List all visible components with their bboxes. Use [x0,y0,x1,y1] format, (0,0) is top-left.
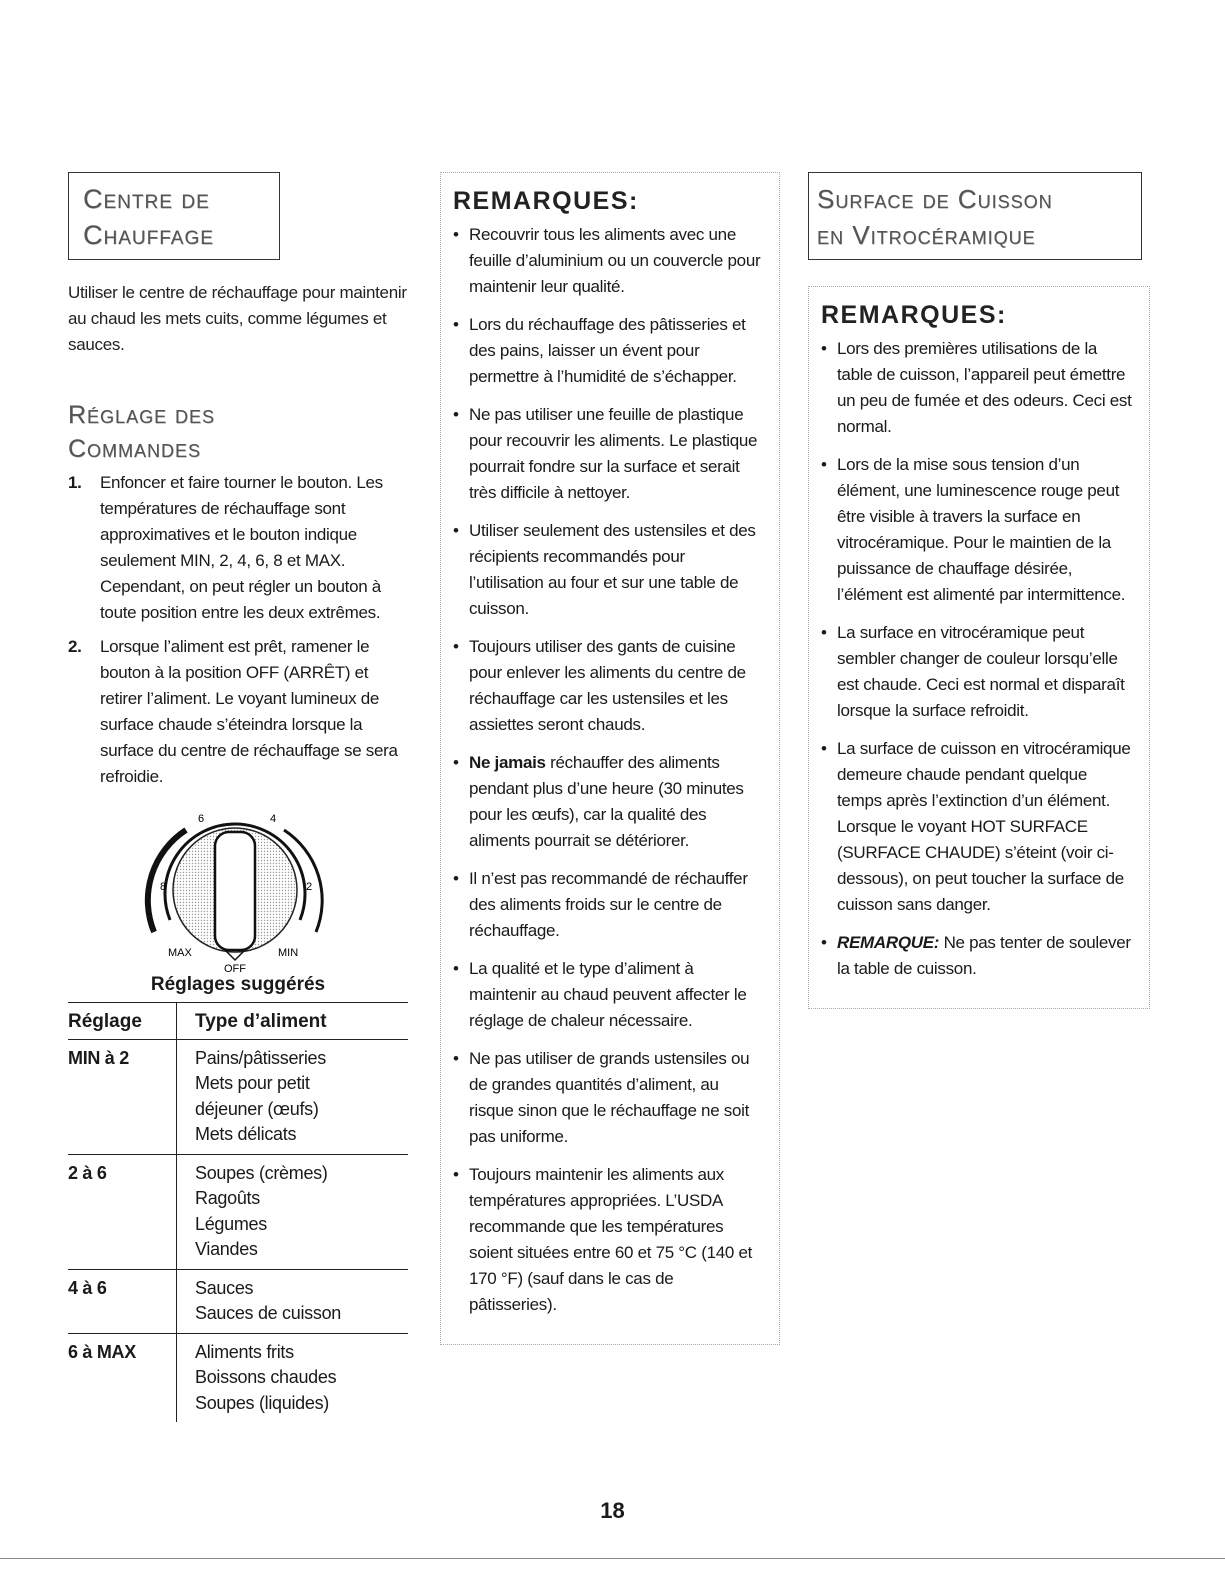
note-item [819,620,1133,724]
note-item [451,1162,763,1318]
suggested-settings-table [68,1002,408,1422]
food-item: Sauces [195,1277,254,1298]
knob-label-4: 4 [270,813,277,825]
left-column [68,172,410,1422]
section-title-surface-de-cuisson [808,172,1142,260]
foods-cell [177,1269,409,1333]
subheading-line: Commandes [68,435,202,463]
note-item [819,336,1133,440]
step-item [68,634,410,790]
note-text: Ne pas tenter de soulever la table de cuisson. [837,933,1131,978]
food-item: Soupes (liquides) [195,1392,329,1413]
note-emphasis: REMARQUE: [837,933,940,952]
food-item: Viandes [195,1239,258,1259]
remarques-heading: REMARQUES: [453,187,639,215]
title-line: Surface de Cuisson [817,184,1053,214]
remarques-box-vitroceramique [808,286,1150,1009]
step-text: Enfoncer et faire tourner le bouton. Les températures de réchauffage sont approximatives et le bouton indique seulement MIN, 2, 4, 6, 8 et MAX. Cependant, on peut régler un bouton à toute position entre les deux extrêmes. [100,473,383,622]
note-item [451,222,763,300]
right-column [808,172,1150,1009]
food-item: Mets pour petit [195,1073,310,1093]
column-header-reglage: Réglage [68,1003,177,1040]
step-number: 2. [68,637,82,656]
note-item [451,1046,763,1150]
note-item [451,312,763,390]
table-header-row [68,1003,408,1040]
note-text: Ne pas utiliser une feuille de plastique pour recouvrir les aliments. Le plastique pourrait fondre sur la surface et serait très difficile à nettoyer. [469,405,758,502]
knob-label-max: MAX [168,947,192,959]
table-title: Réglages suggérés [150,974,326,995]
bottom-rule [0,1558,1225,1559]
note-text: Utiliser seulement des ustensiles et des récipients recommandés pour l’utilisation au four et sur une table de cuisson. [469,521,756,618]
step-number: 1. [68,473,82,492]
food-item: Mets délicats [195,1124,297,1144]
section-title-centre-de-chauffage [68,172,280,260]
note-item [819,452,1133,608]
note-text: Lors du réchauffage des pâtisseries et des pains, laisser un évent pour permettre à l’humidité de s’échapper. [469,315,746,386]
note-text: Lors de la mise sous tension d’un élément, une luminescence rouge peut être visible à travers la surface en vitrocéramique. Pour le maintien de la puissance de chauffage désirée, l’élément est alimenté par intermittence. [837,455,1126,604]
note-item [451,402,763,506]
subheading-line: Réglage des [68,401,216,429]
note-text: Toujours maintenir les aliments aux températures appropriées. L’USDA recommande que les températures soient situées entre 60 et 75 °C (140 et 170 °F) (sauf dans le cas de pâtisseries). [469,1165,753,1314]
note-text: Ne pas utiliser de grands ustensiles ou de grandes quantités d’aliment, au risque sinon que le réchauffage ne soit pas uniforme. [469,1049,750,1146]
table-row [68,1333,408,1422]
foods-cell [177,1154,409,1269]
knob-label-8: 8 [160,881,167,893]
foods-cell [177,1039,409,1154]
remarques-heading: REMARQUES: [821,301,1007,329]
note-item [819,736,1133,918]
note-item [451,866,763,944]
food-item: Soupes (crèmes) [195,1162,328,1183]
note-item [451,518,763,622]
foods-cell [177,1333,409,1422]
setting-cell: 2 à 6 [68,1154,177,1269]
note-text: Lors des premières utilisations de la table de cuisson, l’appareil peut émettre un peu de fumée et des odeurs. Ceci est normal. [837,339,1132,436]
intro-paragraph: Utiliser le centre de réchauffage pour maintenir au chaud les mets cuits, comme légumes et sauces. [68,283,407,354]
steps-list [68,470,410,790]
food-item: Aliments frits [195,1341,294,1362]
column-header-type-aliment: Type d’aliment [177,1003,409,1040]
food-item: déjeuner (œufs) [195,1098,319,1119]
note-emphasis: Ne jamais [469,753,546,772]
control-knob-diagram [140,802,330,972]
setting-cell: 4 à 6 [68,1269,177,1333]
note-text: La surface de cuisson en vitrocéramique demeure chaude pendant quelque temps après l’extinction d’un élément. Lorsque le voyant HOT SURFACE (SURFACE CHAUDE) s’éteint (voir ci-dessous), on peut toucher la surface de cuisson sans danger. [837,739,1131,914]
note-item [451,750,763,854]
food-item: Boissons chaudes [195,1367,337,1387]
middle-column [440,172,780,1345]
food-item: Ragoûts [195,1188,260,1208]
page-number: 18 [600,1498,625,1523]
note-text: Il n’est pas recommandé de réchauffer des aliments froids sur le centre de réchauffage. [469,869,748,940]
knob-label-2: 2 [306,881,313,893]
table-row [68,1039,408,1154]
table-row [68,1269,408,1333]
note-item [451,956,763,1034]
title-line: Chauffage [83,220,214,250]
food-item: Sauces de cuisson [195,1303,341,1323]
setting-cell: 6 à MAX [68,1341,136,1362]
setting-cell: MIN à 2 [68,1039,177,1154]
food-item: Pains/pâtisseries [195,1047,326,1068]
remarques-list [451,222,763,1318]
knob-label-off: OFF [224,963,246,972]
note-text: La qualité et le type d’aliment à maintenir au chaud peuvent affecter le réglage de chaleur nécessaire. [469,959,747,1030]
note-item [451,634,763,738]
note-item [819,930,1133,982]
food-item: Légumes [195,1213,267,1234]
remarques-list [819,336,1133,982]
knob-illustration [140,802,330,972]
title-line: en Vitrocéramique [817,220,1036,250]
remarques-box-centre [440,172,780,1345]
subheading-reglage-des-commandes [68,398,410,466]
table-row [68,1154,408,1269]
note-text: Recouvrir tous les aliments avec une feuille d’aluminium ou un couvercle pour maintenir leur qualité. [469,225,761,296]
knob-label-min: MIN [278,947,299,959]
knob-label-6: 6 [198,813,205,825]
step-text: Lorsque l’aliment est prêt, ramener le bouton à la position OFF (ARRÊT) et retirer l’aliment. Le voyant lumineux de surface chaude s’éteindra lorsque la surface du centre de réchauffage se sera refroidie. [100,637,398,786]
title-line: Centre de [83,184,210,214]
note-text: Toujours utiliser des gants de cuisine pour enlever les aliments du centre de réchauffage car les ustensiles et les assiettes seront chauds. [469,637,746,734]
note-text: réchauffer des aliments pendant plus d’une heure (30 minutes pour les œufs), car la qualité des aliments pourrait se détériorer. [469,753,744,850]
step-item [68,470,410,626]
note-text: La surface en vitrocéramique peut sembler changer de couleur lorsqu’elle est chaude. Ceci est normal et disparaît lorsque la surface refroidit. [837,623,1125,720]
